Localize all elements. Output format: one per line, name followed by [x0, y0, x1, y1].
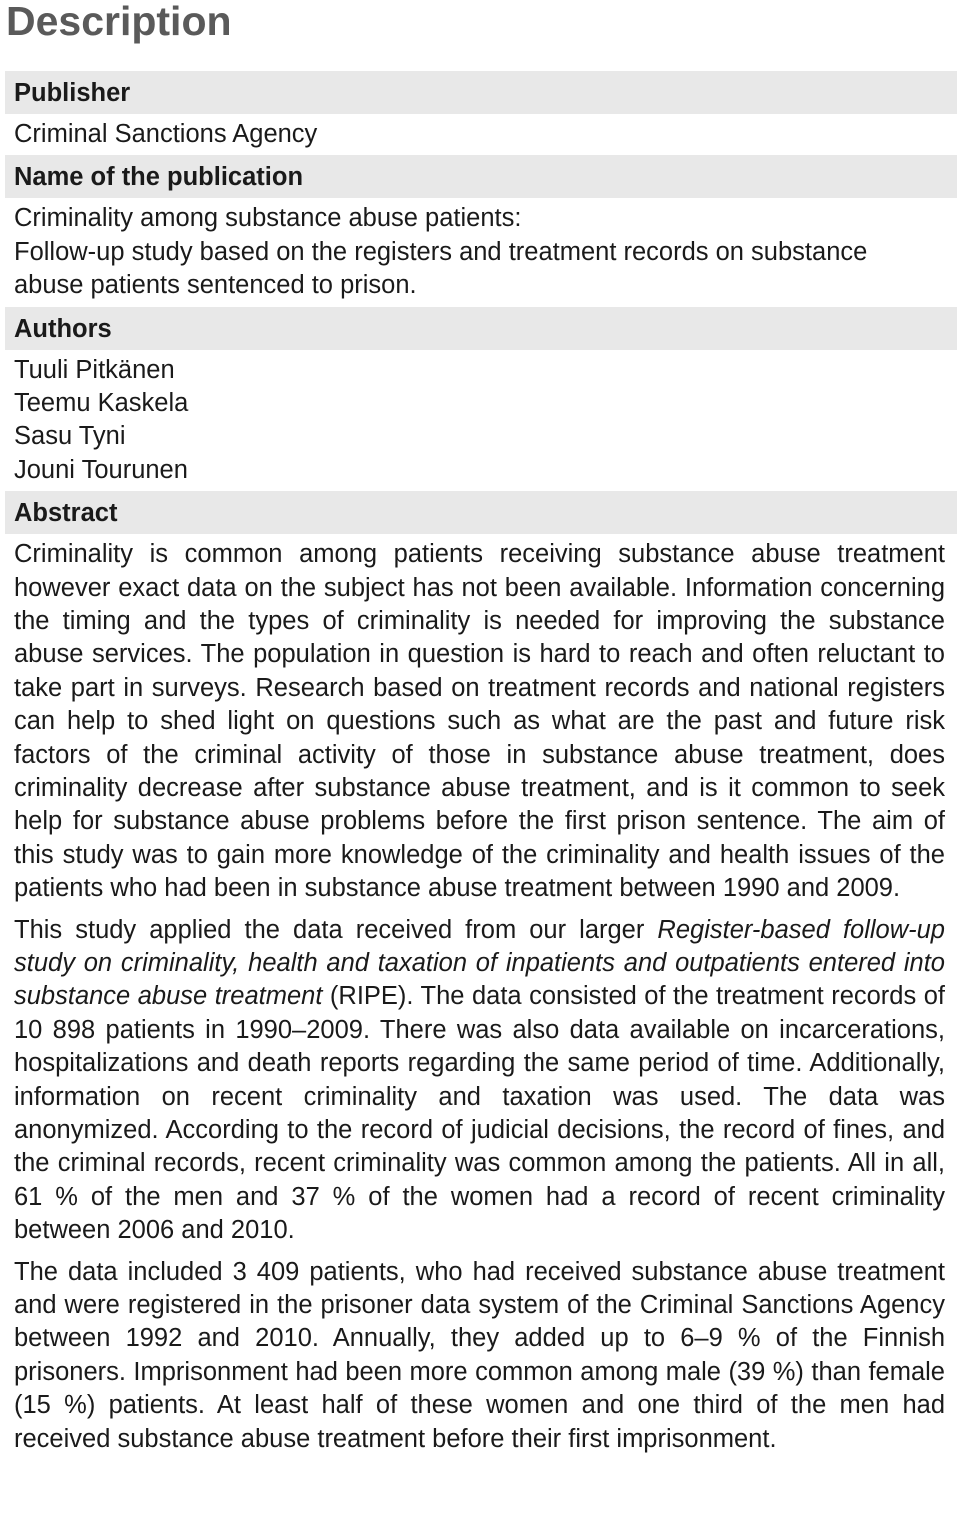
authors-block	[5, 350, 957, 492]
publication-title-line: Criminality among substance abuse patients:	[14, 204, 522, 233]
abstract-heading: Abstract	[5, 491, 957, 534]
publication-name-heading: Name of the publication	[5, 155, 957, 198]
abstract-paragraph-2	[5, 914, 957, 1248]
abstract-block	[5, 534, 957, 1460]
publication-name-block	[5, 198, 957, 306]
abstract-paragraph-3: The data included 3 409 patients, who had received substance abuse treatment and were registered in the prisoner data system of the Criminal Sanctions Agency between 1992 and 2010. Annually, they added up to 6–9 % of the Finnish prisoners. Imprisonment had been more common among male (39 %) than female (15 %) patients. At least half of these women and one third of the men had received substance abuse treatment before their first imprisonment.	[14, 1257, 945, 1453]
description-content	[5, 71, 957, 1460]
abstract-paragraph-1: Criminality is common among patients receiving substance abuse treatment however exact data on the subject has not been available. Information concerning the timing and the types of criminality is needed for improving the substance abuse services. The population in question is hard to reach and often reluctant to take part in surveys. Research based on treatment records and national registers can help to shed light on questions such as what are the past and future risk factors of the criminal activity of those in substance abuse treatment, does criminality decrease after substance abuse treatment, and is it common to seek help for substance abuse problems before the first prison sentence. The aim of this study was to gain more knowledge of the criminality and health issues of the patients who had been in substance abuse treatment between 1990 and 2009.	[14, 540, 945, 903]
author-name: Teemu Kaskela	[14, 388, 189, 417]
author-name: Jouni Tourunen	[14, 455, 188, 484]
abstract-paragraph-2-text: (RIPE). The data consisted of the treatment records of 10 898 patients in 1990–2009. There was also data available on incarcerations, hospitalizations and death reports regarding the same period of time. Additionally, information on recent criminality and taxation was used. The data was anonymized. According to the record of judicial decisions, the record of fines, and the criminal records, recent criminality was common among the patients. All in all, 61 % of the men and 37 % of the women had a record of recent criminality between 2006 and 2010.	[14, 982, 945, 1245]
abstract-paragraph-2-text: This study applied the data received from our larger	[14, 915, 658, 944]
page-title: Description	[6, 0, 232, 44]
author-name: Sasu Tyni	[14, 422, 126, 451]
publisher-heading: Publisher	[5, 71, 957, 114]
study-title-italic: Register-based follow-up study on criminality, health and taxation of inpatients and outpatients entered into substance abuse treatment	[14, 915, 945, 1011]
publisher-value: Criminal Sanctions Agency	[14, 120, 318, 148]
author-name: Tuuli Pitkänen	[14, 355, 175, 384]
publication-subtitle-line: Follow-up study based on the registers and treatment records on substance	[14, 237, 868, 266]
publication-subtitle-line: abuse patients sentenced to prison.	[14, 271, 417, 300]
authors-heading: Authors	[5, 307, 957, 350]
publisher-block	[5, 114, 957, 155]
